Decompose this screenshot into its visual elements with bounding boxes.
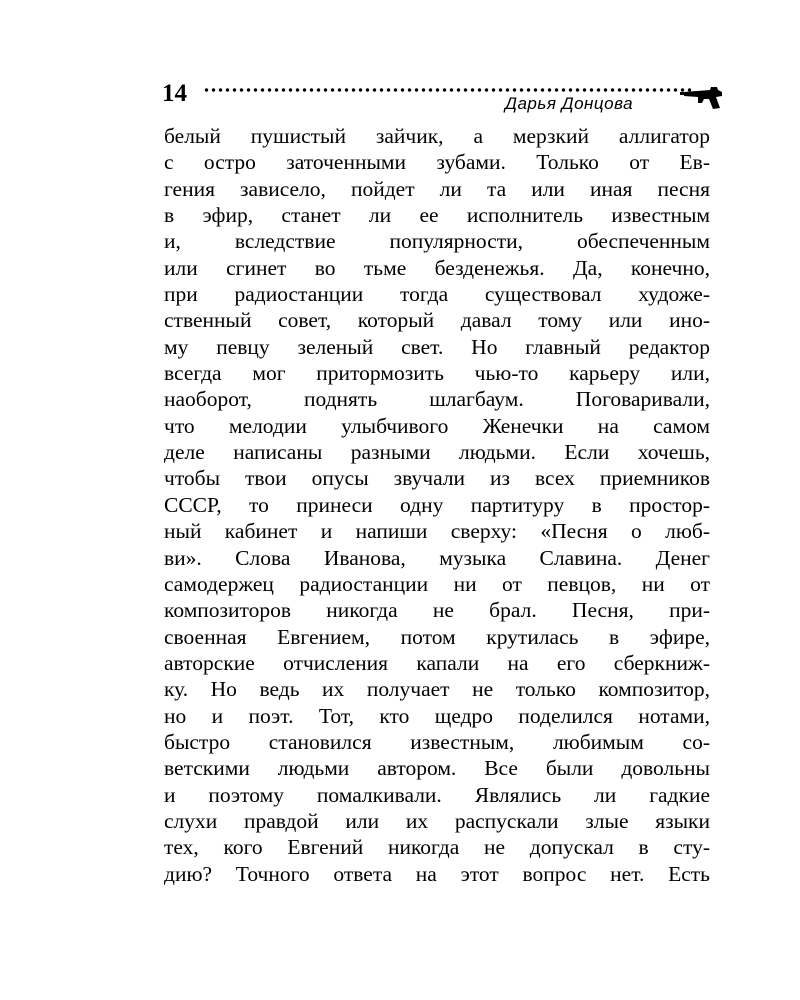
text-line: му певцу зеленый свет. Но главный редактор: [164, 334, 710, 359]
text-line: в эфир, станет ли ее исполнитель известным: [164, 203, 710, 228]
text-line: или сгинет во тьме безденежья. Да, конечно,: [164, 255, 710, 280]
text-line: композиторов никогда не брал. Песня, при-: [164, 598, 710, 623]
text-line: своенная Евгением, потом крутилась в эфире,: [164, 624, 710, 649]
page-number: 14: [162, 80, 187, 107]
text-line: ви». Слова Иванова, музыка Славина. Денег: [164, 545, 710, 570]
header-dotted-rule: [203, 88, 693, 92]
text-line: быстро становился известным, любимым со-: [164, 729, 710, 754]
text-line: и поэтому помалкивали. Являлись ли гадкие: [164, 782, 710, 807]
text-line: авторские отчисления капали на его сберкниж-: [164, 650, 710, 675]
text-line: СССР, то принеси одну партитуру в простор-: [164, 492, 710, 517]
text-line: ственный совет, который давал тому или ино-: [164, 308, 710, 333]
text-line: слухи правдой или их распускали злые языки: [164, 808, 710, 833]
text-line: самодержец радиостанции ни от певцов, ни от: [164, 571, 710, 596]
text-line: гения зависело, пойдет ли та или иная песня: [164, 176, 710, 201]
text-line: и, вследствие популярности, обеспеченным: [164, 229, 710, 254]
text-line: но и поэт. Тот, кто щедро поделился нотами,: [164, 703, 710, 728]
text-line: всегда мог притормозить чью-то карьеру или,: [164, 361, 710, 386]
revolver-icon: [680, 78, 726, 110]
text-line: белый пушистый зайчик, а мерзкий аллигатор: [164, 124, 710, 148]
text-line: деле написаны разными людьми. Если хочешь,: [164, 440, 710, 465]
running-header-author: Дарья Донцова: [505, 94, 634, 113]
text-line: ку. Но ведь их получает не только композитор,: [164, 677, 710, 702]
text-line: с остро заточенными зубами. Только от Ев-: [164, 150, 710, 175]
text-line: при радиостанции тогда существовал художе-: [164, 282, 710, 307]
text-line: дию? Точного ответа на этот вопрос нет. Есть: [164, 861, 710, 886]
text-line: что мелодии улыбчивого Женечки на самом: [164, 413, 710, 438]
text-line: наоборот, поднять шлагбаум. Поговаривали,: [164, 387, 710, 412]
body-text: [164, 123, 710, 887]
text-line: ный кабинет и напиши сверху: «Песня о люб-: [164, 519, 710, 544]
text-line: тех, кого Евгений никогда не допускал в сту-: [164, 835, 710, 860]
text-line: ветскими людьми автором. Все были довольны: [164, 756, 710, 781]
text-line: чтобы твои опусы звучали из всех приемников: [164, 466, 710, 491]
